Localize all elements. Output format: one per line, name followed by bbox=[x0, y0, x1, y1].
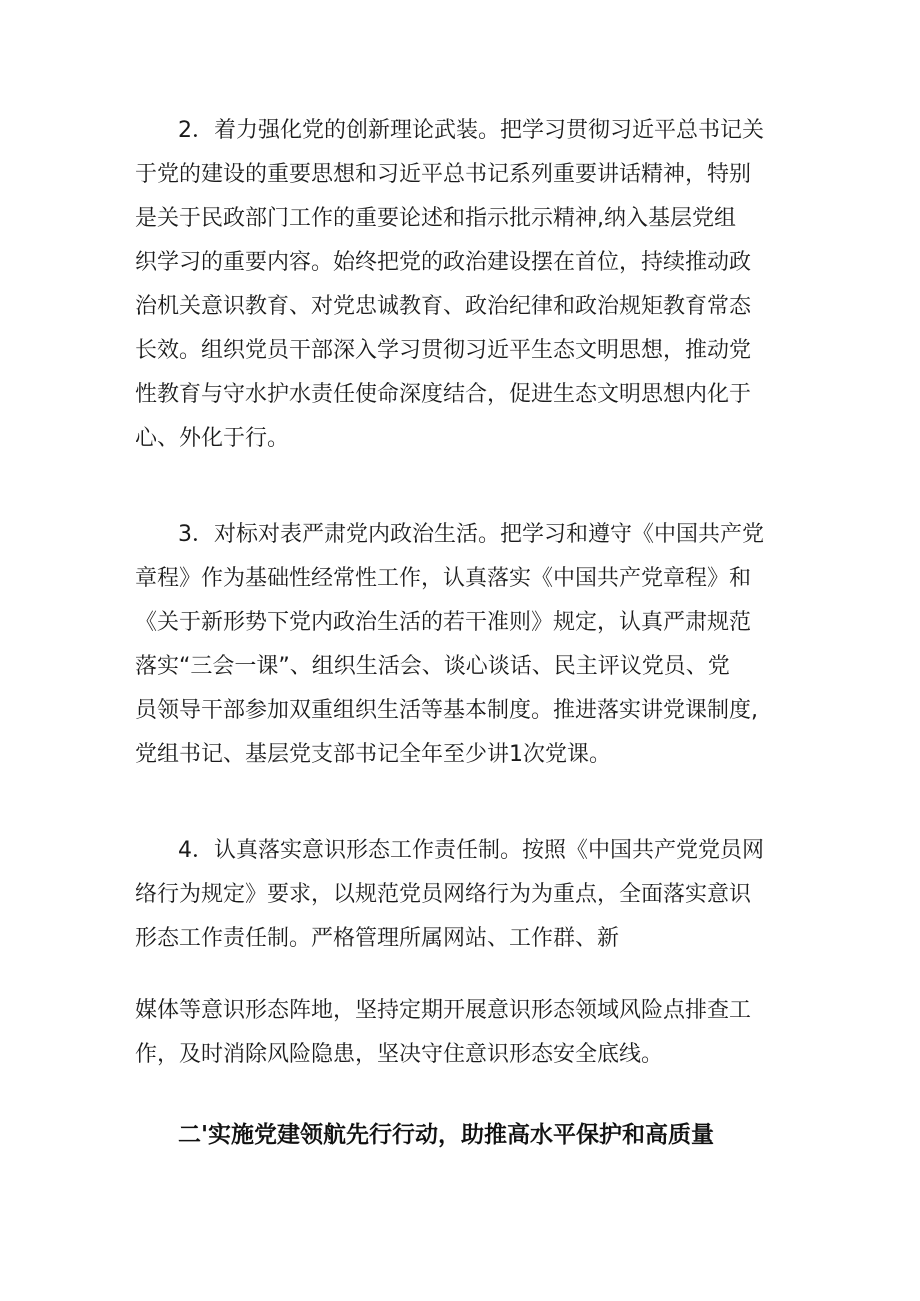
paragraph-3-line-6: 党组书记、基层党支部书记全年至少讲1次党课。 bbox=[135, 742, 611, 767]
paragraph-4-line-1: 4．认真落实意识形态工作责任制。按照《中国共产党党员网 bbox=[178, 838, 764, 863]
section-heading: 二'实施党建领航先行行动，助推高水平保护和高质量 bbox=[178, 1122, 715, 1148]
paragraph-4-line-2: 络行为规定》要求，以规范党员网络行为为重点，全面落实意识 bbox=[135, 882, 752, 907]
paragraph-2-line-7: 性教育与守水护水责任使命深度结合，促进生态文明思想内化于 bbox=[135, 382, 752, 407]
paragraph-3-line-4: 落实“三会一课”、组织生活会、谈心谈话、民主评议党员、党 bbox=[135, 654, 730, 679]
paragraph-2-line-6: 长效。组织党员干部深入学习贯彻习近平生态文明思想，推动党 bbox=[135, 338, 752, 363]
paragraph-2-line-5: 治机关意识教育、对党忠诚教育、政治纪律和政治规矩教育常态 bbox=[135, 294, 752, 319]
paragraph-2-line-3: 是关于民政部门工作的重要论述和指示批示精神,纳入基层党组 bbox=[135, 206, 736, 231]
paragraph-3-line-3: 《关于新形势下党内政治生活的若干准则》规定，认真严肃规范 bbox=[135, 610, 752, 635]
paragraph-4-continuation-line-1: 媒体等意识形态阵地，坚持定期开展意识形态领域风险点排查工 bbox=[135, 998, 752, 1023]
paragraph-2-line-4: 织学习的重要内容。始终把党的政治建设摆在首位，持续推动政 bbox=[135, 250, 752, 275]
paragraph-2-line-1: 2．着力强化党的创新理论武装。把学习贯彻习近平总书记关 bbox=[178, 118, 764, 143]
paragraph-2-line-2: 于党的建设的重要思想和习近平总书记系列重要讲话精神，特别 bbox=[135, 162, 752, 187]
paragraph-3-line-2: 章程》作为基础性经常性工作，认真落实《中国共产党章程》和 bbox=[135, 566, 752, 591]
paragraph-3-line-5: 员领导干部参加双重组织生活等基本制度。推进落实讲党课制度, bbox=[135, 698, 758, 723]
paragraph-2-line-8: 心、外化于行。 bbox=[135, 426, 290, 451]
paragraph-4-line-3: 形态工作责任制。严格管理所属网站、工作群、新 bbox=[135, 926, 620, 951]
paragraph-4-continuation-line-2: 作，及时消除风险隐患，坚决守住意识形态安全底线。 bbox=[135, 1042, 664, 1067]
paragraph-3-line-1: 3．对标对表严肃党内政治生活。把学习和遵守《中国共产党 bbox=[178, 522, 764, 547]
